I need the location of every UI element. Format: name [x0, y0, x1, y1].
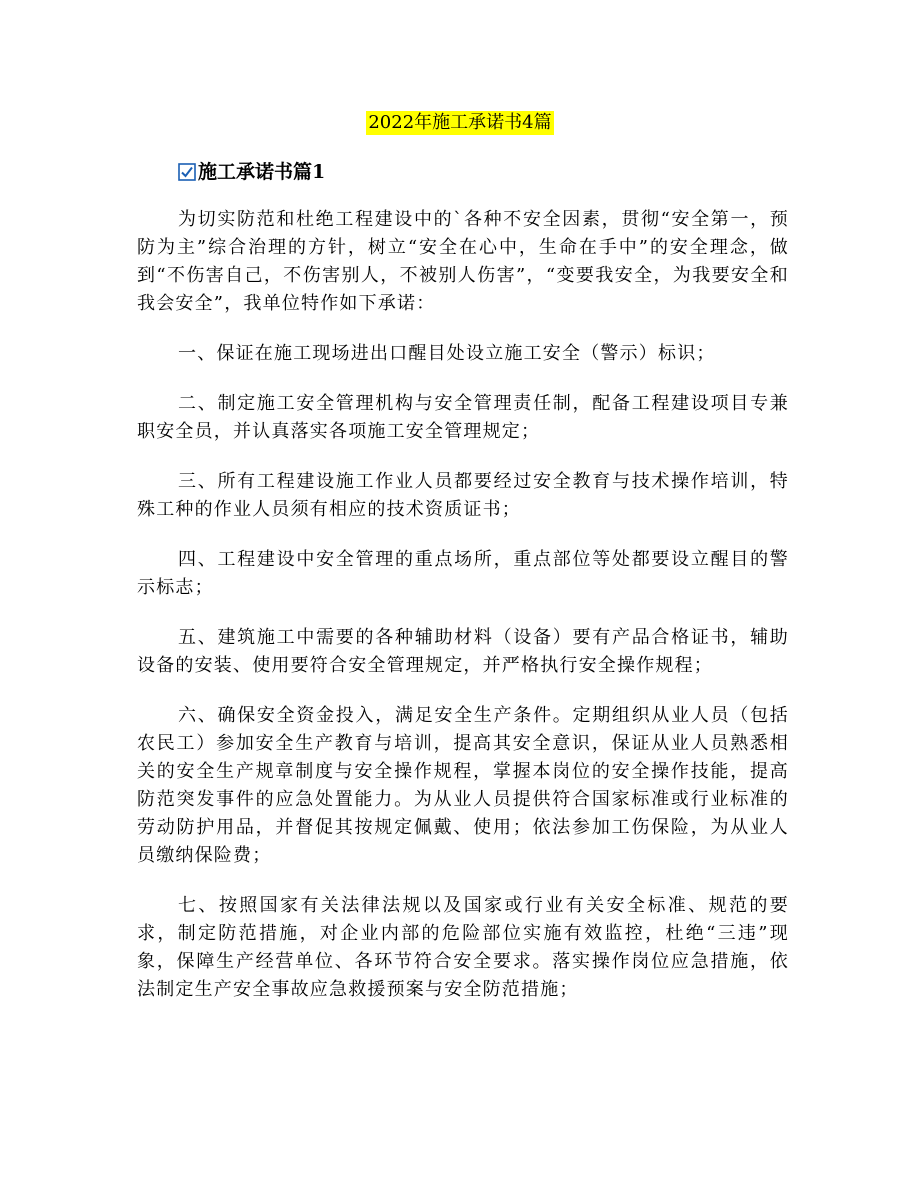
paragraph-item-4: 四、工程建设中安全管理的重点场所，重点部位等处都要设立醒目的警示标志；: [137, 549, 789, 598]
document-body: [137, 206, 789, 1026]
paragraph-item-6: 六、确保安全资金投入，满足安全生产条件。定期组织从业人员（包括农民工）参加安全生产教育与培训，提高其安全意识，保证从业人员熟悉相关的安全生产规章制度与安全操作规程，掌握本岗位的安全操作技能，提高防范突发事件的应急处置能力。为从业人员提供符合国家标准或行业标准的劳动防护用品，并督促其按规定佩戴、使用；依法参加工伤保险，为从业人员缴纳保险费；: [137, 705, 789, 866]
paragraph-item-2: 二、制定施工安全管理机构与安全管理责任制，配备工程建设项目专兼职安全员，并认真落实各项施工安全管理规定；: [137, 393, 789, 442]
document-title: 2022年施工承诺书4篇: [368, 112, 552, 133]
checkbox-checked-icon: [178, 163, 196, 181]
paragraph-item-3: 三、所有工程建设施工作业人员都要经过安全教育与技术操作培训，特殊工种的作业人员须有相应的技术资质证书；: [137, 471, 789, 520]
paragraph-intro: 为切实防范和杜绝工程建设中的`各种不安全因素，贯彻“安全第一，预防为主”综合治理的方针，树立“安全在心中，生命在手中”的安全理念，做到“不伤害自己，不伤害别人，不被别人伤害”，“变要我安全，为我要安全和我会安全”，我单位特作如下承诺：: [137, 209, 789, 314]
paragraph-item-7: 七、按照国家有关法律法规以及国家或行业有关安全标准、规范的要求，制定防范措施，对企业内部的危险部位实施有效监控，杜绝“三违”现象，保障生产经营单位、各环节符合安全要求。落实操作岗位应急措施，依法制定生产安全事故应急救援预案与安全防范措施；: [137, 895, 789, 1000]
title-container: [0, 111, 920, 135]
paragraph-item-1: 一、保证在施工现场进出口醒目处设立施工安全（警示）标识；: [178, 343, 716, 364]
section-heading: [178, 160, 325, 184]
paragraph-item-5: 五、建筑施工中需要的各种辅助材料（设备）要有产品合格证书，辅助设备的安装、使用要符合安全管理规定，并严格执行安全操作规程；: [137, 627, 789, 676]
section-heading-text: 施工承诺书篇1: [198, 161, 326, 183]
